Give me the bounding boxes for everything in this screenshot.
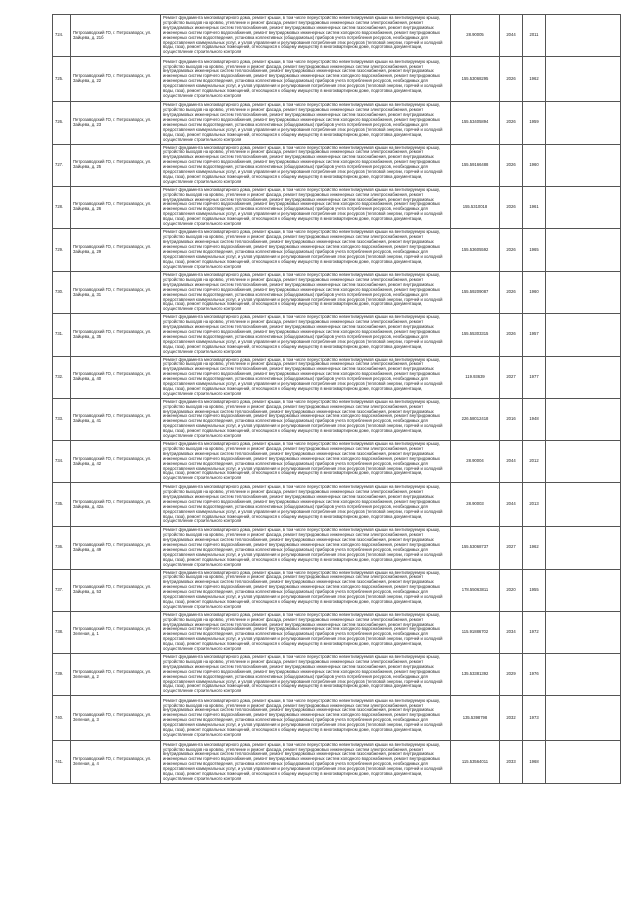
row-number: 736. [53,527,71,569]
row-year-built: 1960 [523,144,546,186]
row-number: 737. [53,569,71,611]
row-number: 724. [53,15,71,57]
row-empty [546,483,621,527]
works-text: Ремонт фундамента многоквартирного дома, ремонт крыши, в том числе переустройство невентилируемой крыши на вентилируемую крышу, устройство выходов на кровлю, утепление и ремонт фасада, ремонт внутридомовых инженерных систем электроснабжения, ремонт внутридомовых инженерных систем теплоснабжения, ремонт внутридомовых инженерных систем газоснабжения, ремонт внутридомовых инженерных систем горячего водоснабжения, ремонт внутридомовых инженерных систем холодного водоснабжения, ремонт внутридомовых инженерных систем водоотведения, установка коллективных (общедомовых) приборов учета потребления ресурсов, необходимых для предоставления коммунальных услуг, и узлов управления и регулирования потребления этих ресурсов (тепловой энергии, горячей и холодной воды, газа), ремонт подвальных помещений, относящихся к общему имуществу в многоквартирном доме, подготовка документации, осуществление строительного контроля [163,399,443,439]
works-text: Ремонт фундамента многоквартирного дома, ремонт крыши, в том числе переустройство невентилируемой крыши на вентилируемую крышу, устройство выходов на кровлю, утепление и ремонт фасада, ремонт внутридомовых инженерных систем электроснабжения, ремонт внутридомовых инженерных систем теплоснабжения, ремонт внутридомовых инженерных систем газоснабжения, ремонт внутридомовых инженерных систем горячего водоснабжения, ремонт внутридомовых инженерных систем холодного водоснабжения, ремонт внутридомовых инженерных систем водоотведения, установка коллективных (общедомовых) приборов учета потребления ресурсов, необходимых для предоставления коммунальных услуг, и узлов управления и регулирования потребления этих ресурсов (тепловой энергии, горячей и холодной воды, газа), ремонт подвальных помещений, относящихся к общему имуществу в многоквартирном доме, подготовка документации, осуществление строительного контроля [163,145,443,184]
table-row [53,696,621,741]
row-works [161,696,451,741]
row-works [161,314,451,356]
row-works [161,741,451,784]
row-cost: 155.53605592 [451,229,500,272]
works-text: Ремонт фундамента многоквартирного дома, ремонт крыши, в том числе переустройство невентилируемой крыши на вентилируемую крышу, устройство выходов на кровлю, утепление и ремонт фасада, ремонт внутридомовых инженерных систем электроснабжения, ремонт внутридомовых инженерных систем теплоснабжения, ремонт внутридомовых инженерных систем газоснабжения, ремонт внутридомовых инженерных систем горячего водоснабжения, ремонт внутридомовых инженерных систем холодного водоснабжения, ремонт внутридомовых инженерных систем водоотведения, установка коллективных (общедомовых) приборов учета потребления ресурсов, необходимых для предоставления коммунальных услуг, и узлов управления и регулирования потребления этих ресурсов (тепловой энергии, горячей и холодной воды, газа), ремонт подвальных помещений, относящихся к общему имуществу в многоквартирном доме, подготовка документации, осуществление строительного контроля [163,230,443,269]
table-row [53,569,621,611]
row-cost: 155.53068295 [451,57,500,102]
row-cost: 119.93639 [451,356,500,398]
table-row [53,611,621,653]
row-cost: 135.5398798 [451,696,500,741]
row-empty [546,741,621,784]
table-row [53,186,621,228]
row-address: Петрозаводский ГО, г. Петрозаводск, ул. Зеленая, д. 1 [71,611,161,653]
row-empty [546,314,621,356]
row-cost: 226.58012418 [451,398,500,440]
row-address: Петрозаводский ГО, г. Петрозаводск, ул. Зеленая, д. 3 [71,696,161,741]
row-address: Петрозаводский ГО, г. Петрозаводск, ул. Зайцева, д. 41 [71,398,161,440]
row-cost: 28.90003 [451,483,500,527]
works-text: Ремонт фундамента многоквартирного дома, ремонт крыши, в том числе переустройство невентилируемой крыши на вентилируемую крышу, устройство выходов на кровлю, утепление и ремонт фасада, ремонт внутридомовых инженерных систем электроснабжения, ремонт внутридомовых инженерных систем теплоснабжения, ремонт внутридомовых инженерных систем газоснабжения, ремонт внутридомовых инженерных систем горячего водоснабжения, ремонт внутридомовых инженерных систем холодного водоснабжения, ремонт внутридомовых инженерных систем водоотведения, установка коллективных (общедомовых) приборов учета потребления ресурсов, необходимых для предоставления коммунальных услуг, и узлов управления и регулирования потребления этих ресурсов (тепловой энергии, горячей и холодной воды, газа), ремонт подвальных помещений, относящихся к общему имуществу в многоквартирном доме, подготовка документации, осуществление строительного контроля [163,742,443,781]
row-empty [546,229,621,272]
row-year-repair: 2032 [500,696,523,741]
row-works [161,57,451,102]
row-empty [546,569,621,611]
row-works [161,611,451,653]
row-works [161,144,451,186]
row-number: 726. [53,102,71,144]
works-text: Ремонт фундамента многоквартирного дома, ремонт крыши, в том числе переустройство невентилируемой крыши на вентилируемую крышу, устройство выходов на кровлю, утепление и ремонт фасада, ремонт внутридомовых инженерных систем электроснабжения, ремонт внутридомовых инженерных систем теплоснабжения, ремонт внутридомовых инженерных систем газоснабжения, ремонт внутридомовых инженерных систем горячего водоснабжения, ремонт внутридомовых инженерных систем холодного водоснабжения, ремонт внутридомовых инженерных систем водоотведения, установка коллективных (общедомовых) приборов учета потребления ресурсов, необходимых для предоставления коммунальных услуг, и узлов управления и регулирования потребления этих ресурсов (тепловой энергии, горячей и холодной воды, газа), ремонт подвальных помещений, относящихся к общему имуществу в многоквартирном доме, подготовка документации, осуществление строительного контроля [163,16,443,55]
works-text: Ремонт фундамента многоквартирного дома, ремонт крыши, в том числе переустройство невентилируемой крыши на вентилируемую крышу, устройство выходов на кровлю, утепление и ремонт фасада, ремонт внутридомовых инженерных систем электроснабжения, ремонт внутридомовых инженерных систем теплоснабжения, ремонт внутридомовых инженерных систем газоснабжения, ремонт внутридомовых инженерных систем горячего водоснабжения, ремонт внутридомовых инженерных систем холодного водоснабжения, ремонт внутридомовых инженерных систем водоотведения, установка коллективных (общедомовых) приборов учета потребления ресурсов, необходимых для предоставления коммунальных услуг, и узлов управления и регулирования потребления этих ресурсов (тепловой энергии, горячей и холодной воды, газа), ремонт подвальных помещений, относящихся к общему имуществу в многоквартирном доме, подготовка документации, осуществление строительного контроля [163,698,443,737]
row-year-repair: 2044 [500,15,523,57]
row-number: 735. [53,483,71,527]
table-row [53,398,621,440]
row-year-repair: 2026 [500,229,523,272]
row-year-repair: 2027 [500,527,523,569]
row-number: 729. [53,229,71,272]
table-row [53,15,621,57]
row-year-built: 1973 [523,696,546,741]
row-works [161,569,451,611]
row-year-built: 1968 [523,741,546,784]
row-empty [546,186,621,228]
table-row [53,527,621,569]
row-number: 728. [53,186,71,228]
table-row [53,483,621,527]
works-text: Ремонт фундамента многоквартирного дома, ремонт крыши, в том числе переустройство невентилируемой крыши на вентилируемую крышу, устройство выходов на кровлю, утепление и ремонт фасада, ремонт внутридомовых инженерных систем электроснабжения, ремонт внутридомовых инженерных систем теплоснабжения, ремонт внутридомовых инженерных систем газоснабжения, ремонт внутридомовых инженерных систем горячего водоснабжения, ремонт внутридомовых инженерных систем холодного водоснабжения, ремонт внутридомовых инженерных систем водоотведения, установка коллективных (общедомовых) приборов учета потребления ресурсов, необходимых для предоставления коммунальных услуг, и узлов управления и регулирования потребления этих ресурсов (тепловой энергии, горячей и холодной воды, газа), ремонт подвальных помещений, относящихся к общему имуществу в многоквартирном доме, подготовка документации, осуществление строительного контроля [163,655,443,694]
row-cost: 155.59166488 [451,144,500,186]
row-works [161,527,451,569]
row-address: Петрозаводский ГО, г. Петрозаводск, ул. Зайцева, д. 31 [71,272,161,314]
works-text: Ремонт фундамента многоквартирного дома, ремонт крыши, в том числе переустройство невентилируемой крыши на вентилируемую крышу, устройство выходов на кровлю, утепление и ремонт фасада, ремонт внутридомовых инженерных систем электроснабжения, ремонт внутридомовых инженерных систем теплоснабжения, ремонт внутридомовых инженерных систем газоснабжения, ремонт внутридомовых инженерных систем горячего водоснабжения, ремонт внутридомовых инженерных систем холодного водоснабжения, ремонт внутридомовых инженерных систем водоотведения, установка коллективных (общедомовых) приборов учета потребления ресурсов, необходимых для предоставления коммунальных услуг, и узлов управления и регулирования потребления этих ресурсов (тепловой энергии, горячей и холодной воды, газа), ремонт подвальных помещений, относящихся к общему имуществу в многоквартирном доме, подготовка документации, осуществление строительного контроля [163,315,443,354]
row-cost: 135.53381392 [451,654,500,696]
row-works [161,229,451,272]
row-year-built: 1948 [523,398,546,440]
works-text: Ремонт фундамента многоквартирного дома, ремонт крыши, в том числе переустройство невентилируемой крыши на вентилируемую крышу, устройство выходов на кровлю, утепление и ремонт фасада, ремонт внутридомовых инженерных систем электроснабжения, ремонт внутридомовых инженерных систем теплоснабжения, ремонт внутридомовых инженерных систем газоснабжения, ремонт внутридомовых инженерных систем горячего водоснабжения, ремонт внутридомовых инженерных систем холодного водоснабжения, ремонт внутридомовых инженерных систем водоотведения, установка коллективных (общедомовых) приборов учета потребления ресурсов, необходимых для предоставления коммунальных услуг, и узлов управления и регулирования потребления этих ресурсов (тепловой энергии, горячей и холодной воды, газа), ремонт подвальных помещений, относящихся к общему имуществу в многоквартирном доме, подготовка документации, осуществление строительного контроля [163,442,443,481]
row-cost: 28.90005 [451,15,500,57]
works-text: Ремонт фундамента многоквартирного дома, ремонт крыши, в том числе переустройство невентилируемой крыши на вентилируемую крышу, устройство выходов на кровлю, утепление и ремонт фасада, ремонт внутридомовых инженерных систем электроснабжения, ремонт внутридомовых инженерных систем теплоснабжения, ремонт внутридомовых инженерных систем газоснабжения, ремонт внутридомовых инженерных систем горячего водоснабжения, ремонт внутридомовых инженерных систем холодного водоснабжения, ремонт внутридомовых инженерных систем водоотведения, установка коллективных (общедомовых) приборов учета потребления ресурсов, необходимых для предоставления коммунальных услуг, и узлов управления и регулирования потребления этих ресурсов (тепловой энергии, горячей и холодной воды, газа), ремонт подвальных помещений, относящихся к общему имуществу в многоквартирном доме, подготовка документации, осуществление строительного контроля [163,612,443,652]
row-address: Петрозаводский ГО, г. Петрозаводск, ул. Зайцева, д. 42 [71,441,161,483]
row-address: Петрозаводский ГО, г. Петрозаводск, ул. Зайцева, д. 23 [71,102,161,144]
table-row [53,144,621,186]
row-address: Петрозаводский ГО, г. Петрозаводск, ул. Зеленая, д. 4 [71,741,161,784]
row-empty [546,272,621,314]
row-empty [546,654,621,696]
row-year-repair: 2044 [500,441,523,483]
row-works [161,102,451,144]
row-empty [546,57,621,102]
row-year-repair: 2026 [500,314,523,356]
row-address: Петрозаводский ГО, г. Петрозаводск, ул. Зайцева, д. 25 [71,144,161,186]
row-address: Петрозаводский ГО, г. Петрозаводск, ул. Зайцева, д. 53 [71,569,161,611]
row-number: 734. [53,441,71,483]
row-empty [546,527,621,569]
works-text: Ремонт фундамента многоквартирного дома, ремонт крыши, в том числе переустройство невентилируемой крыши на вентилируемую крышу, устройство выходов на кровлю, утепление и ремонт фасада, ремонт внутридомовых инженерных систем электроснабжения, ремонт внутридомовых инженерных систем теплоснабжения, ремонт внутридомовых инженерных систем газоснабжения, ремонт внутридомовых инженерных систем горячего водоснабжения, ремонт внутридомовых инженерных систем холодного водоснабжения, ремонт внутридомовых инженерных систем водоотведения, установка коллективных (общедомовых) приборов учета потребления ресурсов, необходимых для предоставления коммунальных услуг, и узлов управления и регулирования потребления этих ресурсов (тепловой энергии, горячей и холодной воды, газа), ремонт подвальных помещений, относящихся к общему имуществу в многоквартирном доме, подготовка документации, осуществление строительного контроля [163,273,443,312]
row-empty [546,611,621,653]
row-address: Петрозаводский ГО, г. Петрозаводск, ул. Зайцева, д. 35 [71,314,161,356]
works-text: Ремонт фундамента многоквартирного дома, ремонт крыши, в том числе переустройство невентилируемой крыши на вентилируемую крышу, устройство выходов на кровлю, утепление и ремонт фасада, ремонт внутридомовых инженерных систем электроснабжения, ремонт внутридомовых инженерных систем теплоснабжения, ремонт внутридомовых инженерных систем газоснабжения, ремонт внутридомовых инженерных систем горячего водоснабжения, ремонт внутридомовых инженерных систем холодного водоснабжения, ремонт внутридомовых инженерных систем водоотведения, установка коллективных (общедомовых) приборов учета потребления ресурсов, необходимых для предоставления коммунальных услуг, и узлов управления и регулирования потребления этих ресурсов (тепловой энергии, горячей и холодной воды, газа), ремонт подвальных помещений, относящихся к общему имуществу в многоквартирном доме, подготовка документации, осуществление строительного контроля [163,103,443,142]
row-year-built: 1961 [523,186,546,228]
row-year-repair: 2026 [500,57,523,102]
row-year-built: 1965 [523,229,546,272]
row-year-built: 1977 [523,356,546,398]
row-cost: 155.55303315 [451,314,500,356]
works-text: Ремонт фундамента многоквартирного дома, ремонт крыши, в том числе переустройство невентилируемой крыши на вентилируемую крышу, устройство выходов на кровлю, утепление и ремонт фасада, ремонт внутридомовых инженерных систем электроснабжения, ремонт внутридомовых инженерных систем теплоснабжения, ремонт внутридомовых инженерных систем газоснабжения, ремонт внутридомовых инженерных систем горячего водоснабжения, ремонт внутридомовых инженерных систем холодного водоснабжения, ремонт внутридомовых инженерных систем водоотведения, установка коллективных (общедомовых) приборов учета потребления ресурсов, необходимых для предоставления коммунальных услуг, и узлов управления и регулирования потребления этих ресурсов (тепловой энергии, горячей и холодной воды, газа), ремонт подвальных помещений, относящихся к общему имуществу в многоквартирном доме, подготовка документации, осуществление строительного контроля [163,187,443,227]
row-year-built: 2011 [523,15,546,57]
row-empty [546,102,621,144]
table-row [53,229,621,272]
capital-repair-table [52,14,621,784]
row-cost: 155.59209087 [451,272,500,314]
row-year-built: 2013 [523,483,546,527]
row-number: 740. [53,696,71,741]
row-year-built: 1972 [523,611,546,653]
row-year-repair: 2020 [500,569,523,611]
table-row [53,654,621,696]
row-cost: 115.91886702 [451,611,500,653]
row-year-repair: 2026 [500,186,523,228]
row-year-built: 1957 [523,314,546,356]
row-address: Петрозаводский ГО, г. Петрозаводск, ул. Зеленая, д. 2 [71,654,161,696]
row-address: Петрозаводский ГО, г. Петрозаводск, ул. Зайцева, д. 29 [71,229,161,272]
row-year-built: 1960 [523,272,546,314]
row-number: 725. [53,57,71,102]
row-number: 741. [53,741,71,784]
works-text: Ремонт фундамента многоквартирного дома, ремонт крыши, в том числе переустройство невентилируемой крыши на вентилируемую крышу, устройство выходов на кровлю, утепление и ремонт фасада, ремонт внутридомовых инженерных систем электроснабжения, ремонт внутридомовых инженерных систем теплоснабжения, ремонт внутридомовых инженерных систем газоснабжения, ремонт внутридомовых инженерных систем горячего водоснабжения, ремонт внутридомовых инженерных систем холодного водоснабжения, ремонт внутридомовых инженерных систем водоотведения, установка коллективных (общедомовых) приборов учета потребления ресурсов, необходимых для предоставления коммунальных услуг, и узлов управления и регулирования потребления этих ресурсов (тепловой энергии, горячей и холодной воды, газа), ремонт подвальных помещений, относящихся к общему имуществу в многоквартирном доме, подготовка документации, осуществление строительного контроля [163,59,443,98]
row-address: Петрозаводский ГО, г. Петрозаводск, ул. Зайцева, д. 49 [71,527,161,569]
row-year-built: 1959 [523,102,546,144]
row-empty [546,398,621,440]
row-year-built: 2012 [523,441,546,483]
row-works [161,483,451,527]
row-year-repair: 2033 [500,741,523,784]
table-row [53,441,621,483]
row-empty [546,356,621,398]
row-works [161,186,451,228]
row-cost: 155.53068737 [451,527,500,569]
row-year-repair: 2016 [500,398,523,440]
table-row [53,57,621,102]
row-works [161,398,451,440]
row-cost: 155.53405894 [451,102,500,144]
row-empty [546,441,621,483]
table-row [53,741,621,784]
row-works [161,15,451,57]
row-number: 738. [53,611,71,653]
table-body [53,15,621,784]
table-row [53,356,621,398]
row-works [161,356,451,398]
row-year-repair: 2026 [500,102,523,144]
row-number: 727. [53,144,71,186]
row-address: Петрозаводский ГО, г. Петрозаводск, ул. Зайцева, д. 40 [71,356,161,398]
row-number: 732. [53,356,71,398]
row-number: 730. [53,272,71,314]
row-works [161,441,451,483]
row-address: Петрозаводский ГО, г. Петрозаводск, ул. Зайцева, д. 22 [71,57,161,102]
row-year-built: 1962 [523,57,546,102]
row-year-built: 1962 [523,527,546,569]
works-text: Ремонт фундамента многоквартирного дома, ремонт крыши, в том числе переустройство невентилируемой крыши на вентилируемую крышу, устройство выходов на кровлю, утепление и ремонт фасада, ремонт внутридомовых инженерных систем электроснабжения, ремонт внутридомовых инженерных систем теплоснабжения, ремонт внутридомовых инженерных систем газоснабжения, ремонт внутридомовых инженерных систем горячего водоснабжения, ремонт внутридомовых инженерных систем холодного водоснабжения, ремонт внутридомовых инженерных систем водоотведения, установка коллективных (общедомовых) приборов учета потребления ресурсов, необходимых для предоставления коммунальных услуг, и узлов управления и регулирования потребления этих ресурсов (тепловой энергии, горячей и холодной воды, газа), ремонт подвальных помещений, относящихся к общему имуществу в многоквартирном доме, подготовка документации, осуществление строительного контроля [163,570,443,609]
works-text: Ремонт фундамента многоквартирного дома, ремонт крыши, в том числе переустройство невентилируемой крыши на вентилируемую крышу, устройство выходов на кровлю, утепление и ремонт фасада, ремонт внутридомовых инженерных систем электроснабжения, ремонт внутридомовых инженерных систем теплоснабжения, ремонт внутридомовых инженерных систем газоснабжения, ремонт внутридомовых инженерных систем горячего водоснабжения, ремонт внутридомовых инженерных систем холодного водоснабжения, ремонт внутридомовых инженерных систем водоотведения, установка коллективных (общедомовых) приборов учета потребления ресурсов, необходимых для предоставления коммунальных услуг, и узлов управления и регулирования потребления этих ресурсов (тепловой энергии, горячей и холодной воды, газа), ремонт подвальных помещений, относящихся к общему имуществу в многоквартирном доме, подготовка документации, осуществление строительного контроля [163,485,443,524]
row-year-built: 1955 [523,569,546,611]
works-text: Ремонт фундамента многоквартирного дома, ремонт крыши, в том числе переустройство невентилируемой крыши на вентилируемую крышу, устройство выходов на кровлю, утепление и ремонт фасада, ремонт внутридомовых инженерных систем электроснабжения, ремонт внутридомовых инженерных систем теплоснабжения, ремонт внутридомовых инженерных систем газоснабжения, ремонт внутридомовых инженерных систем горячего водоснабжения, ремонт внутридомовых инженерных систем холодного водоснабжения, ремонт внутридомовых инженерных систем водоотведения, установка коллективных (общедомовых) приборов учета потребления ресурсов, необходимых для предоставления коммунальных услуг, и узлов управления и регулирования потребления этих ресурсов (тепловой энергии, горячей и холодной воды, газа), ремонт подвальных помещений, относящихся к общему имуществу в многоквартирном доме, подготовка документации, осуществление строительного контроля [163,357,443,396]
row-address: Петрозаводский ГО, г. Петрозаводск, ул. Зайцева, д. 42а [71,483,161,527]
works-text: Ремонт фундамента многоквартирного дома, ремонт крыши, в том числе переустройство невентилируемой крыши на вентилируемую крышу, устройство выходов на кровлю, утепление и ремонт фасада, ремонт внутридомовых инженерных систем электроснабжения, ремонт внутридомовых инженерных систем теплоснабжения, ремонт внутридомовых инженерных систем газоснабжения, ремонт внутридомовых инженерных систем горячего водоснабжения, ремонт внутридомовых инженерных систем холодного водоснабжения, ремонт внутридомовых инженерных систем водоотведения, установка коллективных (общедомовых) приборов учета потребления ресурсов, необходимых для предоставления коммунальных услуг, и узлов управления и регулирования потребления этих ресурсов (тепловой энергии, горячей и холодной воды, газа), ремонт подвальных помещений, относящихся к общему имуществу в многоквартирном доме, подготовка документации, осуществление строительного контроля [163,528,443,567]
row-year-repair: 2026 [500,272,523,314]
row-address: Петрозаводский ГО, г. Петрозаводск, ул. Зайцева, д. 21б [71,15,161,57]
row-year-repair: 2034 [500,611,523,653]
row-empty [546,15,621,57]
row-empty [546,696,621,741]
row-cost: 28.90004 [451,441,500,483]
table-row [53,102,621,144]
table-row [53,314,621,356]
table-row [53,272,621,314]
row-cost: 155.5310018 [451,186,500,228]
row-works [161,654,451,696]
row-cost: 115.53564011 [451,741,500,784]
row-year-repair: 2029 [500,654,523,696]
row-number: 739. [53,654,71,696]
row-number: 733. [53,398,71,440]
row-year-repair: 2027 [500,356,523,398]
row-year-built: 1976 [523,654,546,696]
row-number: 731. [53,314,71,356]
row-empty [546,144,621,186]
row-year-repair: 2026 [500,144,523,186]
row-cost: 178.55063811 [451,569,500,611]
row-works [161,272,451,314]
row-address: Петрозаводский ГО, г. Петрозаводск, ул. Зайцева, д. 26 [71,186,161,228]
row-year-repair: 2044 [500,483,523,527]
